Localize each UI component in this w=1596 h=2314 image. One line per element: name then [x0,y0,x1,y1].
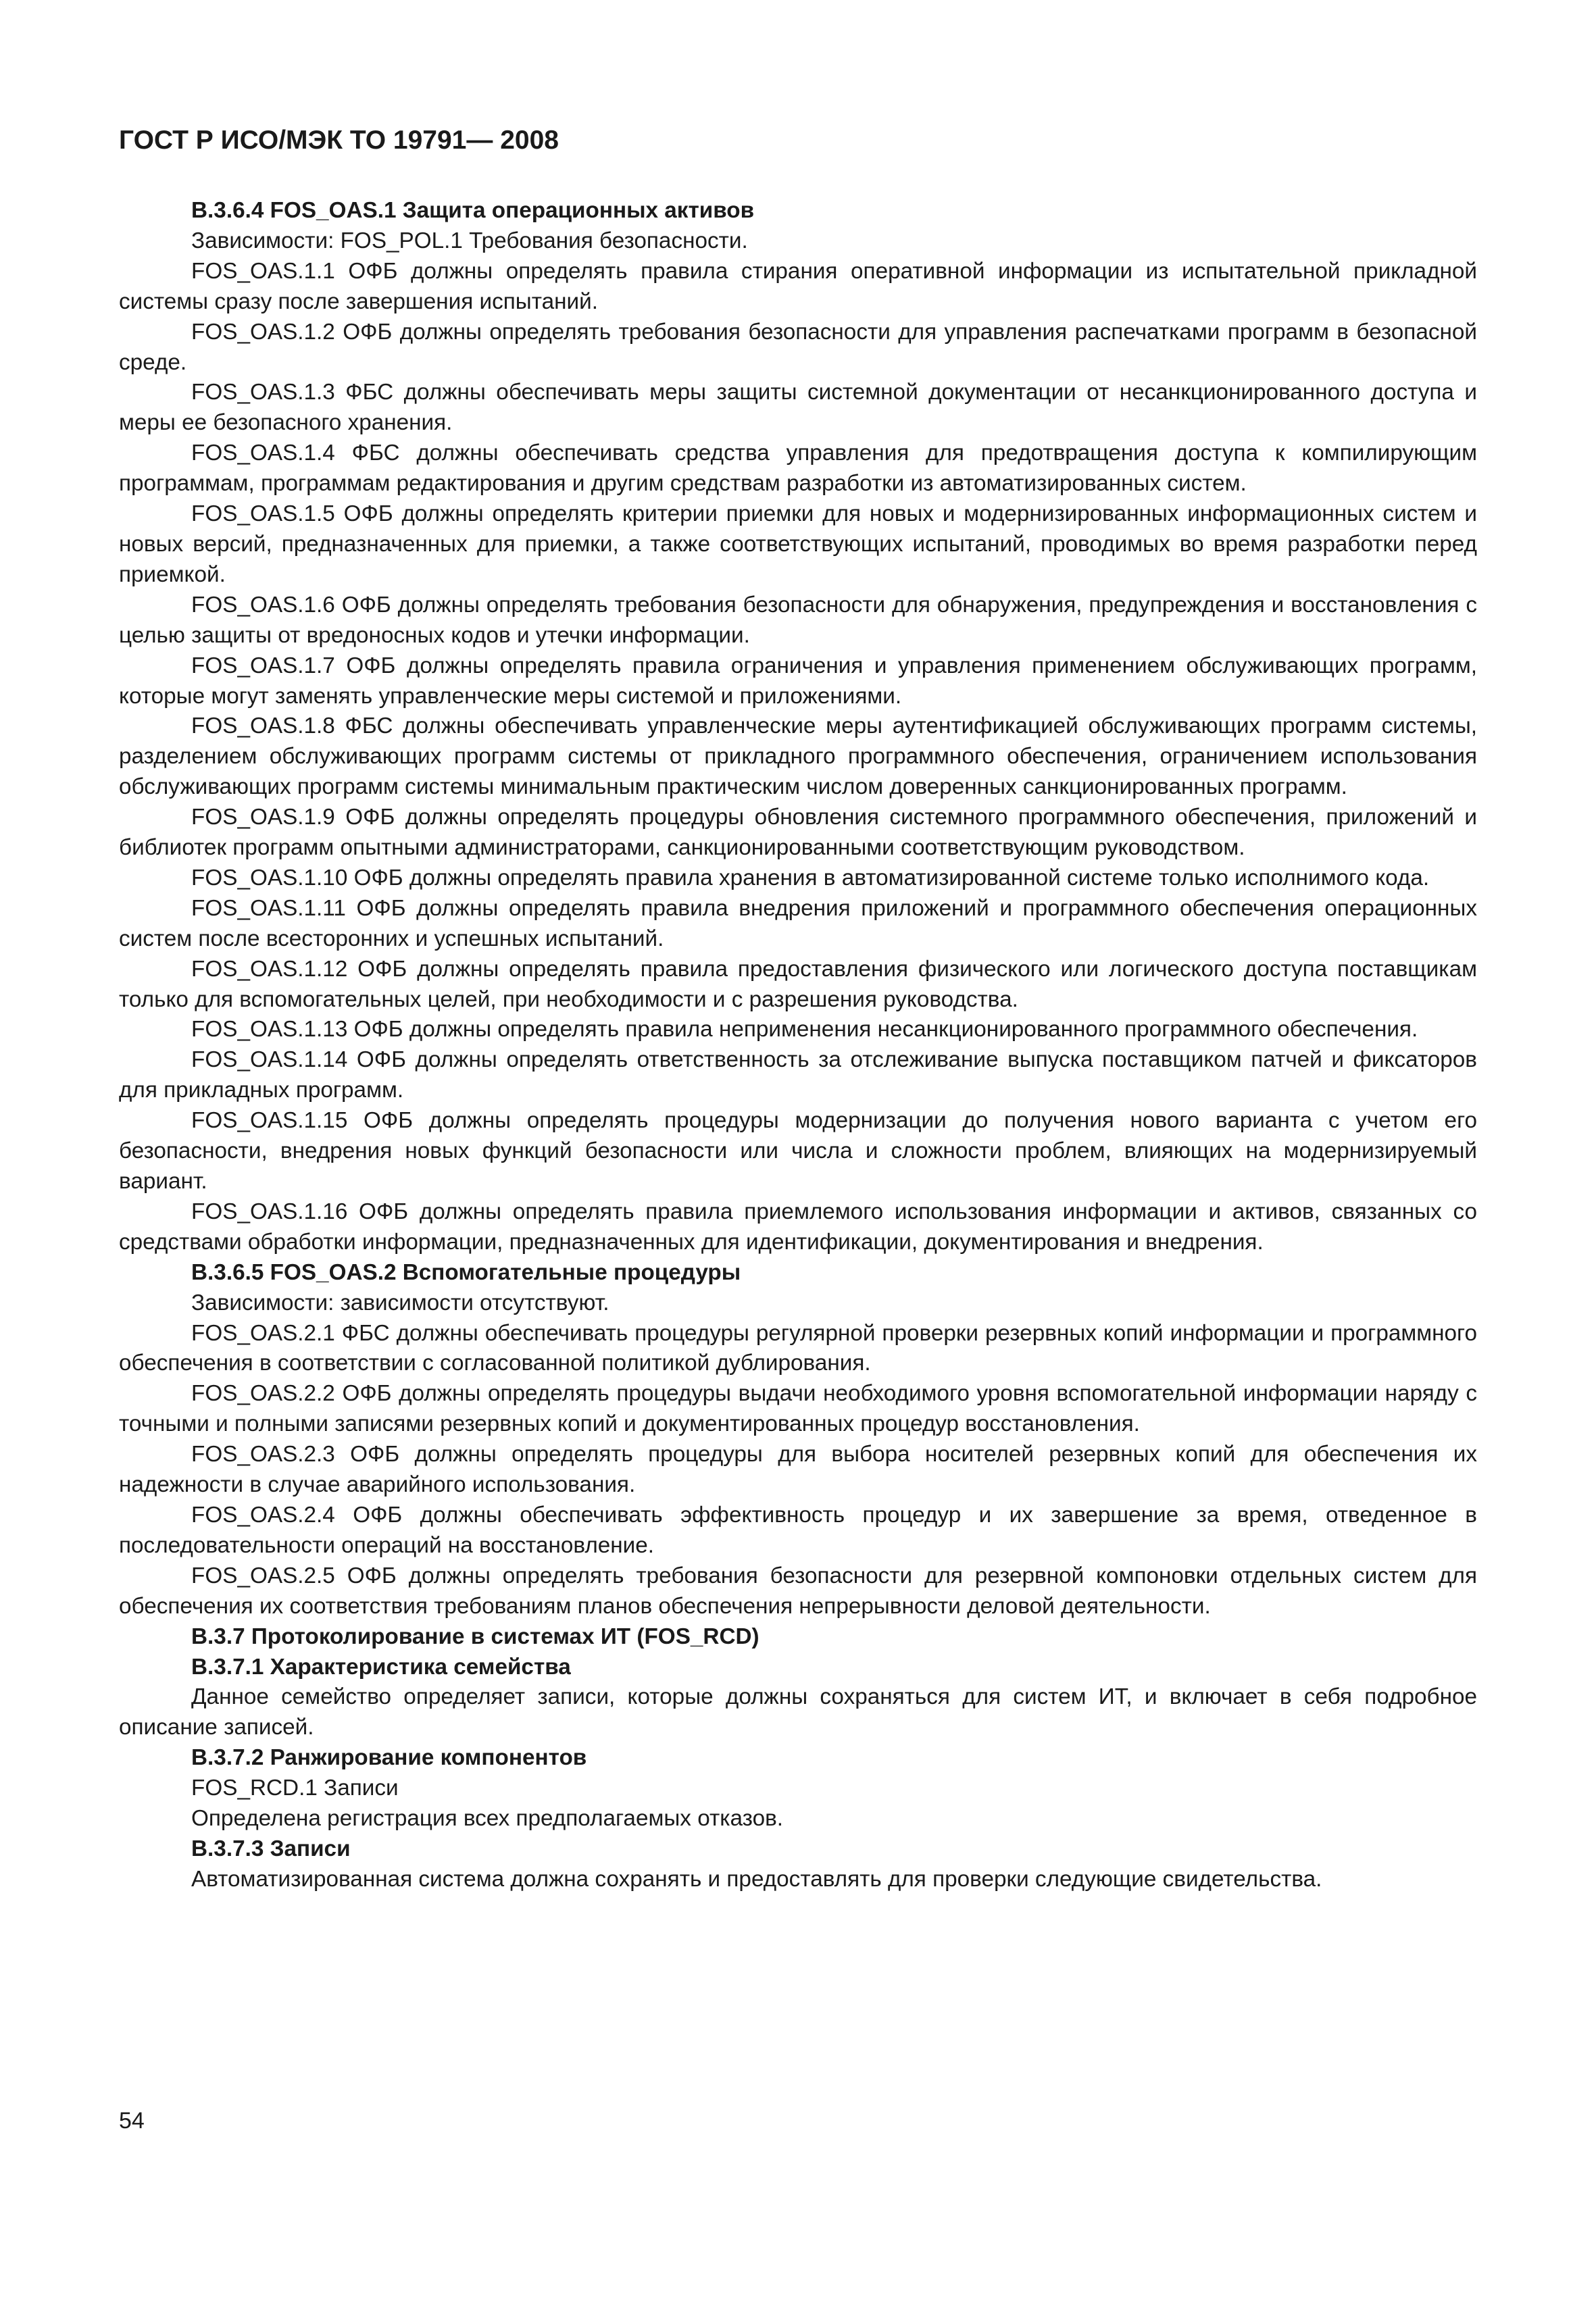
body-paragraph: FOS_OAS.1.14 ОФБ должны определять ответственность за отслеживание выпуска поставщиком патчей и фиксаторов для прикладных программ. [119,1047,1477,1103]
body-paragraph: FOS_OAS.2.2 ОФБ должны определять процедуры выдачи необходимого уровня вспомогательной информации наряду с точными и полными записями резервных копий и документированных процедур восстановления. [119,1381,1477,1437]
body-paragraph: FOS_OAS.1.4 ФБС должны обеспечивать средства управления для предотвращения доступа к компилирующим программам, программам редактирования и другим средствам разработки из автоматизированных систем. [119,441,1477,497]
body-paragraph: FOS_OAS.1.15 ОФБ должны определять процедуры модернизации до получения нового варианта с учетом его безопасности, внедрения новых функций безопасности или числа и сложности проблем, влияющих на модернизируемый вариант. [119,1108,1477,1194]
section-heading: B.3.6.4 FOS_OAS.1 Защита операционных активов [191,198,755,223]
section-heading: B.3.7 Протоколирование в системах ИТ (FOS_RCD) [191,1624,759,1649]
body-paragraph: FOS_OAS.1.13 ОФБ должны определять правила неприменения несанкционированного программного обеспечения. [191,1017,1418,1042]
body-paragraph: FOS_OAS.2.1 ФБС должны обеспечивать процедуры регулярной проверки резервных копий информации и программного обеспечения в соответствии с согласованной политикой дублирования. [119,1320,1477,1376]
body-paragraph: FOS_OAS.1.5 ОФБ должны определять критерии приемки для новых и модернизированных информационных систем и новых версий, предназначенных для приемки, а также соответствующих испытаний, проводимых во время разработки перед приемкой. [119,501,1477,587]
document-body [119,196,1477,1895]
body-paragraph: Определена регистрация всех предполагаемых отказов. [191,1806,784,1832]
section-heading: B.3.7.3 Записи [191,1836,351,1861]
body-paragraph: FOS_OAS.1.12 ОФБ должны определять правила предоставления физического или логического доступа поставщикам только для вспомогательных целей, при необходимости и с разрешения руководства. [119,956,1477,1012]
body-paragraph: FOS_OAS.2.4 ОФБ должны обеспечивать эффективность процедур и их завершение за время, отведенное в последовательности операций на восстановление. [119,1502,1477,1558]
body-paragraph: Зависимости: FOS_POL.1 Требования безопасности. [191,228,748,253]
body-paragraph: Автоматизированная система должна сохранять и предоставлять для проверки следующие свидетельства. [191,1866,1322,1892]
page-number: 54 [119,2108,145,2134]
body-paragraph: FOS_OAS.1.16 ОФБ должны определять правила приемлемого использования информации и активов, связанных со средствами обработки информации, предназначенных для идентификации, документирования и внедрения. [119,1199,1477,1255]
body-paragraph: FOS_OAS.1.10 ОФБ должны определять правила хранения в автоматизированной системе только исполнимого кода. [191,865,1430,890]
body-paragraph: FOS_OAS.1.8 ФБС должны обеспечивать управленческие меры аутентификацией обслуживающих программ системы, разделением обслуживающих программ системы от прикладного программного обеспечения, ограничением использования обслуживающих программ системы минимальным практическим числом доверенных санкционированных программ. [119,713,1477,800]
body-paragraph: FOS_OAS.1.1 ОФБ должны определять правила стирания оперативной информации из испытательной прикладной системы сразу после завершения испытаний. [119,258,1477,314]
section-heading: B.3.7.2 Ранжирование компонентов [191,1745,587,1771]
section-heading: B.3.7.1 Характеристика семейства [191,1654,571,1680]
body-paragraph: FOS_OAS.1.3 ФБС должны обеспечивать меры защиты системной документации от несанкционированного доступа и меры ее безопасного хранения. [119,380,1477,436]
body-paragraph: FOS_RCD.1 Записи [191,1776,399,1801]
body-paragraph: Данное семейство определяет записи, которые должны сохраняться для систем ИТ, и включает в себя подробное описание записей. [119,1684,1477,1740]
body-paragraph: FOS_OAS.1.6 ОФБ должны определять требования безопасности для обнаружения, предупреждения и восстановления с целью защиты от вредоносных кодов и утечки информации. [119,592,1477,648]
body-paragraph: FOS_OAS.1.2 ОФБ должны определять требования безопасности для управления распечатками программ в безопасной среде. [119,319,1477,375]
body-paragraph: FOS_OAS.1.9 ОФБ должны определять процедуры обновления системного программного обеспечения, приложений и библиотек программ опытными администраторами, санкционированными соответствующим руководством. [119,805,1477,861]
document-header: ГОСТ Р ИСО/МЭК ТО 19791— 2008 [119,126,559,155]
section-heading: B.3.6.5 FOS_OAS.2 Вспомогательные процедуры [191,1259,741,1285]
body-paragraph: FOS_OAS.2.5 ОФБ должны определять требования безопасности для резервной компоновки отдельных систем для обеспечения их соответствия требованиям планов обеспечения непрерывности деловой деятельности. [119,1563,1477,1619]
body-paragraph: FOS_OAS.1.7 ОФБ должны определять правила ограничения и управления применением обслуживающих программ, которые могут заменять управленческие меры системой и приложениями. [119,653,1477,709]
body-paragraph: FOS_OAS.1.11 ОФБ должны определять правила внедрения приложений и программного обеспечения операционных систем после всесторонних и успешных испытаний. [119,895,1477,951]
body-paragraph: Зависимости: зависимости отсутствуют. [191,1290,609,1315]
body-paragraph: FOS_OAS.2.3 ОФБ должны определять процедуры для выбора носителей резервных копий для обеспечения их надежности в случае аварийного использования. [119,1442,1477,1498]
